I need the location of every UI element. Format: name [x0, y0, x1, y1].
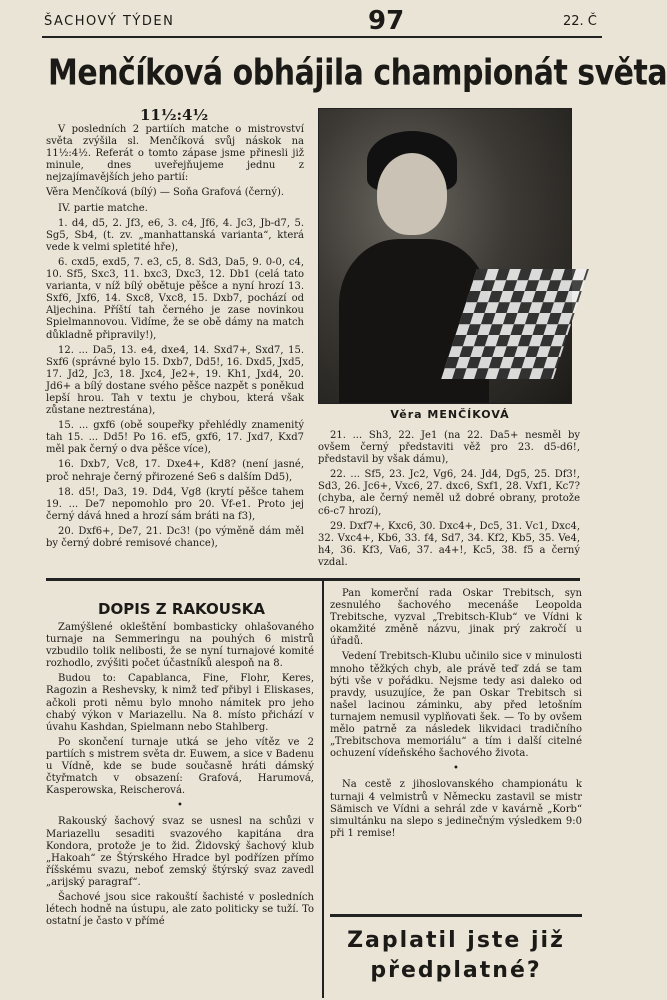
- moves-paragraph: 29. Dxf7+, Kxc6, 30. Dxc4+, Dc5, 31. Vc1, Dxc4, 32. Vxc4+, Kb6, 33. f4, Sd7, 34. Kf2, Kb5, 35. Ve4, h4, 36. Kf3, Va6, 37. a4+!, Kc5, 38. f5 a černý vzdal.: [318, 520, 580, 568]
- headline: Menčíková obhájila championát světa: [48, 52, 667, 94]
- letter-paragraph: Vedení Trebitsch-Klubu učinilo sice v minulosti mnoho těžkých chyb, ale právě teď zdá se tam býti vše v pořádku. Nejsme tedy asi daleko od pravdy, usuzujíce, že pan Oskar Trebitsch si našel lacinou záminku, aby před letošním turnajem nemusil vyplňovati šek. — To by ovšem mělo patrně za následek likvidaci tradičního „Trebitschova memoriálu“ a tím i další citelné ochuzení vídeňského šachového života.: [330, 651, 582, 760]
- subscription-promo: [330, 926, 582, 986]
- game-title: IV. partie matche.: [58, 202, 148, 214]
- moves-paragraph: 21. ... Sh3, 22. Je1 (na 22. Da5+ nesměl by ovšem černý představiti věž pro 23. d5-d6!, představil by však dámu),: [318, 430, 580, 466]
- photo-caption: Věra MENČÍKOVÁ: [390, 408, 510, 421]
- header-rule: [42, 36, 602, 38]
- photo-figure-face: [377, 153, 447, 235]
- portrait-photo: [318, 108, 572, 404]
- moves-paragraph: 22. ... Sf5, 23. Jc2, Vg6, 24. Jd4, Dg5, 25. Df3!, Sd3, 26. Jc6+, Vxc6, 27. dxc6, Sxf1, 28. Vxf1, Kc7? (chyba, ale černý neměl už dobré obrany, protože c6-c7 hrozí),: [318, 469, 580, 517]
- letter-column-left: [46, 622, 314, 931]
- players-line: Věra Menčíková (bílý) — Soňa Grafová (černý).: [46, 187, 285, 199]
- letter-paragraph: Na cestě z jihoslovanského championátu k turnaji 4 velmistrů v Německu zastavil se mistr Sämisch ve Vídni a sehrál zde v kavárně „Korb“ simultánku na slepo s jedinečným výsledkem 9:0 při 1 remise!: [330, 779, 582, 839]
- article-intro: V posledních 2 partiích matche o mistrovství světa zvýšila sl. Menčíková svůj náskok na 11½:4½. Referát o tomto zápase jsme přinesli již minule, dnes uveřejňujeme jednu z nejzajímavějších jeho partií:: [46, 124, 304, 184]
- promo-line: předplatné?: [370, 958, 542, 983]
- moves-paragraph: 15. ... gxf6 (obě soupeřky přehlédly znamenitý tah 15. ... Dd5! Po 16. ef5, gxf6, 17. Jxd7, Kxd7 měl pak černý o dva pěšce více),: [46, 420, 304, 456]
- letter-paragraph: Rakouský šachový svaz se usnesl na schůzi v Mariazellu sesaditi svazového kapitána dra Kondora, protože je to žid. Židovský šachový klub „Hakoah“ ze Štýrského Hradce byl podřízen přímo říšskému svazu, neboť zemský štýrský svaz zavedl „arijský paragraf“.: [46, 816, 314, 888]
- article-column-left: [46, 124, 304, 553]
- moves-paragraph: 18. d5!, Da3, 19. Dd4, Vg8 (krytí pěšce tahem 19. ... De7 nepomohlo pro 20. Vf-e1. Proto jej černý dává hned a hrozí sám bráti na f3),: [46, 486, 304, 522]
- section-divider: [46, 578, 580, 581]
- match-score: 11½:4½: [140, 106, 209, 124]
- article-column-right: [318, 430, 580, 572]
- letter-paragraph: Po skončení turnaje utká se jeho vítěz ve 2 partiích s mistrem světa dr. Euwem, a sice v Badenu u Vídně, kde se bude současně hráti dámský čtyřmatch v obsazení: Grafová, Harumová, Kasperowska, Reischerová.: [46, 736, 314, 797]
- journal-name: ŠACHOVÝ TÝDEN: [44, 14, 175, 29]
- promo-line: Zaplatil jste již: [347, 928, 565, 953]
- separator-bullet: •: [177, 800, 183, 812]
- column-divider: [322, 578, 324, 998]
- moves-paragraph: 16. Dxb7, Vc8, 17. Dxe4+, Kd8? (není jasné, proč nehraje černý přirozené Se6 s dalším Dd5),: [46, 459, 304, 483]
- moves-paragraph: 1. d4, d5, 2. Jf3, e6, 3. c4, Jf6, 4. Jc3, Jb-d7, 5. Sg5, Sb4, (t. zv. „manhattanská varianta“, která vede k velmi spletité hře),: [46, 217, 304, 253]
- letter-paragraph: Zamýšlené okleštění bombasticky ohlašovaného turnaje na Semmeringu na pouhých 6 mistrů vzbudilo tolik nelibosti, že se nyní turnajové komité rozhodlo, zvýšiti počet účastníků alespoň na 8.: [46, 622, 314, 670]
- letter-title: DOPIS Z RAKOUSKA: [98, 600, 265, 618]
- letter-paragraph: Pan komerční rada Oskar Trebitsch, syn zesnulého šachového mecenáše Leopolda Trebitsche, vyzval „Trebitsch-Klub“ ve Vídni k okamžité změně názvu, jinak prý zakročí u úřadů.: [330, 588, 582, 648]
- promo-rule: [330, 914, 582, 917]
- letter-paragraph: Šachové jsou sice rakouští šachisté v posledních létech hodně na ústupu, ale zato politicky se tuží. To ostatní je často v přímé: [46, 891, 314, 928]
- moves-paragraph: 6. cxd5, exd5, 7. e3, c5, 8. Sd3, Da5, 9. 0-0, c4, 10. Sf5, Sxc3, 11. bxc3, Dxc3, 12. Db1 (celá tato varianta, v níž bílý obětuje pěšce a nyní hrozí 13. Sxf6, Jxf6, 14. Sxc8, Vxc8, 15. Dxb7, pochází od Aljechina. Příští tah černého je zase novinkou Spielmannovou. Vidíme, že se obě dámy na match důkladně připravily!),: [46, 256, 304, 341]
- moves-paragraph: 12. ... Da5, 13. e4, dxe4, 14. Sxd7+, Sxd7, 15. Sxf6 (správné bylo 15. Dxb7, Dd5!, 16. Dxd5, Jxd5, 17. Jd2, Jc3, 18. Jxc4, Je2+, 19. Kh1, Jxd4, 20. Jd6+ a bílý dostane svého pěšce nazpět s poněkud lepší hrou. Tah v textu je chybou, která však zůstane neztrestána),: [46, 344, 305, 417]
- letter-column-right: [330, 588, 582, 843]
- issue-date: 22. Č: [563, 14, 597, 29]
- letter-paragraph: Budou to: Capablanca, Fine, Flohr, Keres, Ragozin a Reshevsky, k nimž teď přibyl i Eliskases, ačkoli proti němu bylo mnoho námitek pro jeho chabý výkon v Mariazellu. Na 8. místo přichází v úvahu Kashdan, Spielmann nebo Stahlberg.: [46, 673, 314, 733]
- moves-paragraph: 20. Dxf6+, De7, 21. Dc3! (po výměně dám měl by černý dobré remisové chance),: [46, 525, 304, 549]
- separator-bullet: •: [453, 763, 459, 775]
- page-number: 97: [368, 6, 405, 36]
